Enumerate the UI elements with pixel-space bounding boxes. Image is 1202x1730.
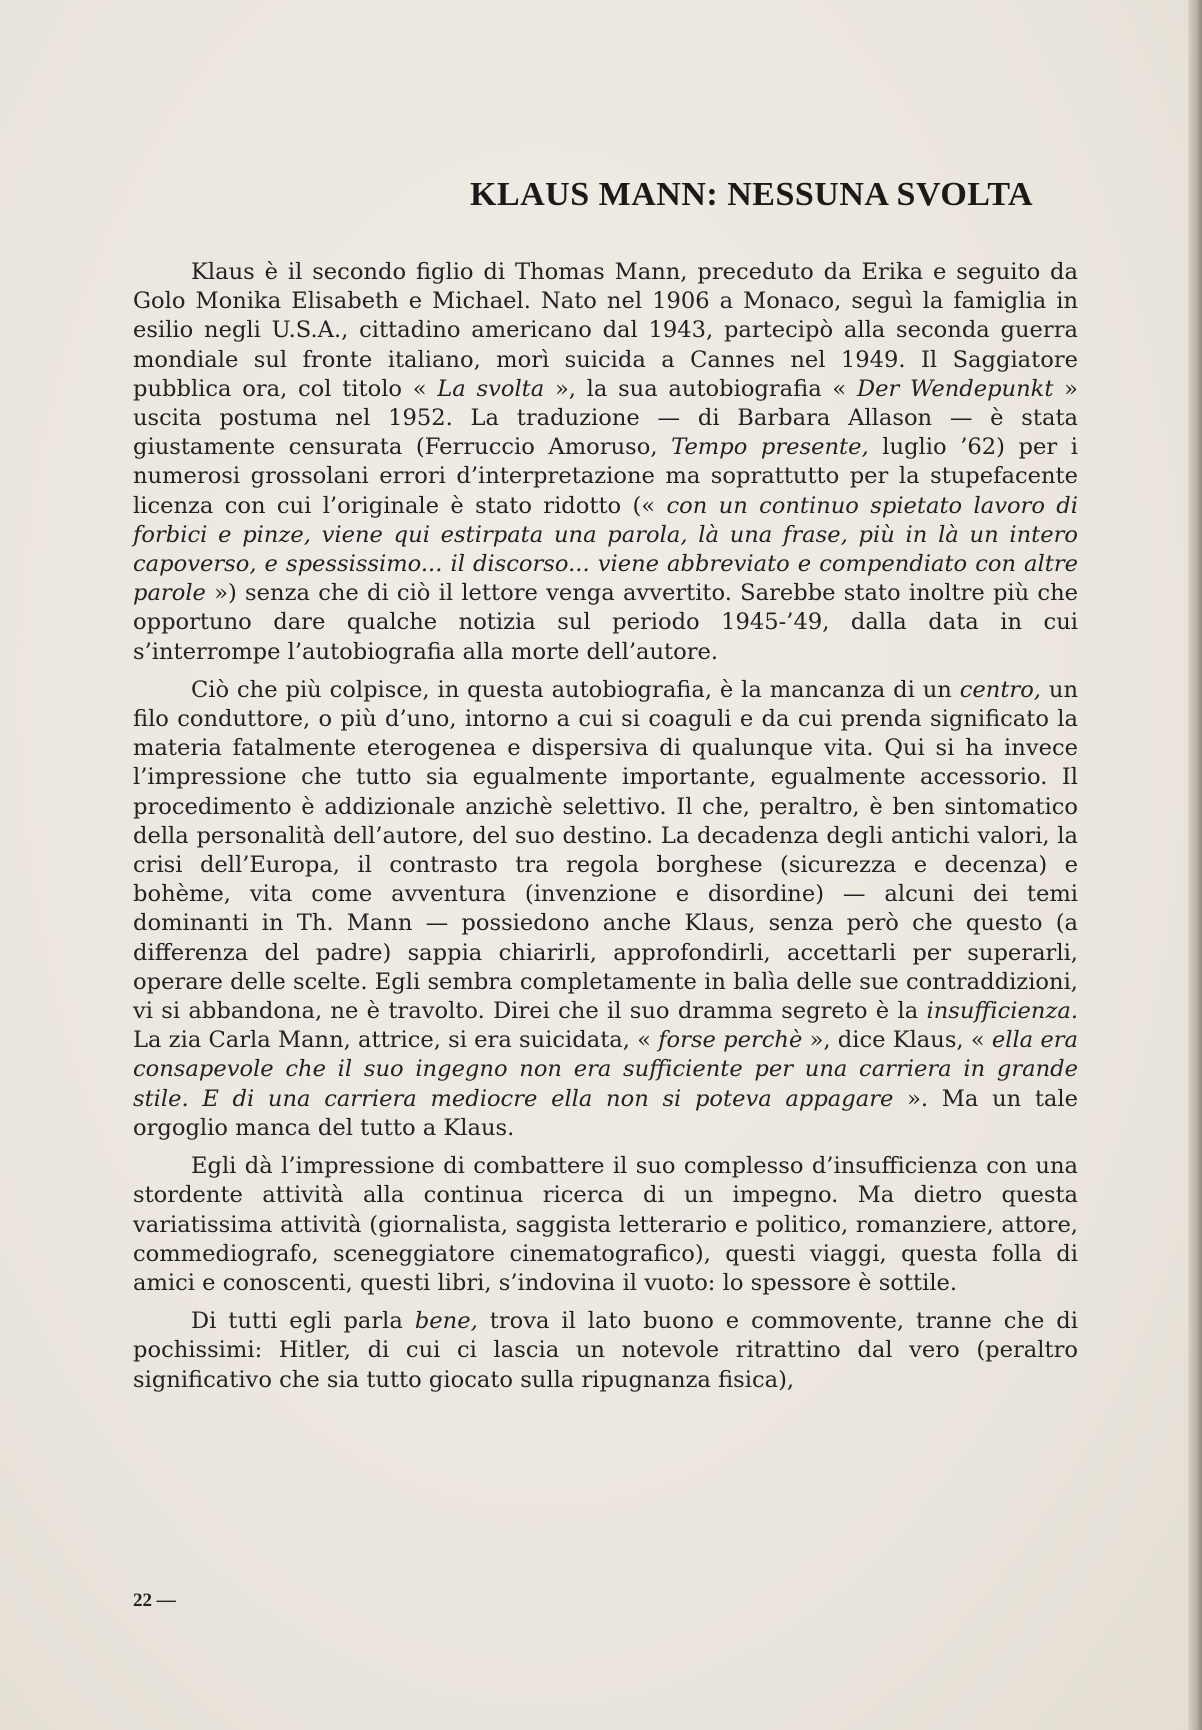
paragraph-1: Klaus è il secondo figlio di Thomas Mann, preceduto da Erika e seguito da Golo Monika Elisabeth e Michael. Nato nel 1906 a Monaco, seguì la famiglia in esilio negli U.S.A., cittadino americano dal 1943, partecipò alla seconda guerra mondiale sul fronte italiano, morì suicida a Cannes nel 1949. Il Saggiatore pubblica ora, col titolo « La svolta », la sua autobiografia « Der Wendepunkt » uscita postuma nel 1952. La traduzione — di Barbara Allason — è stata giustamente censurata (Ferruccio Amoruso, Tempo presente, luglio ’62) per i numerosi grossolani errori d’interpretazione ma soprattutto per la stupefacente licenza con cui l’originale è stato ridotto (« con un continuo spietato lavoro di forbici e pinze, viene qui estirpata una parola, là una frase, più in là un intero capoverso, e spessissimo... il discorso... viene abbreviato e compendiato con altre parole ») senza che di ciò il lettore venga avvertito. Sarebbe stato inoltre più che opportuno dare qualche notizia sul periodo 1945-’49, dalla data in cui s’interrompe l’autobiografia alla morte dell’autore. xyxy=(133,259,1078,665)
page-number: 22 — xyxy=(133,1590,176,1611)
article-title: KLAUS MANN: NESSUNA SVOLTA xyxy=(470,176,1034,213)
paragraph-2: Ciò che più colpisce, in questa autobiografia, è la mancanza di un centro, un filo conduttore, o più d’uno, intorno a cui si coaguli e da cui prenda significato la materia fatalmente eterogenea e dispersiva di qualunque vita. Qui si ha invece l’impressione che tutto sia egualmente importante, egualmente accessorio. Il procedimento è addizionale anzichè selettivo. Il che, peraltro, è ben sintomatico della personalità dell’autore, del suo destino. La decadenza degli antichi valori, la crisi dell’Europa, il contrasto tra regola borghese (sicurezza e decenza) e bohème, vita come avventura (invenzione e disordine) — alcuni dei temi dominanti in Th. Mann — possiedono anche Klaus, senza però che questo (a differenza del padre) sappia chiarirli, approfondirli, accettarli per superarli, operare delle scelte. Egli sembra completamente in balìa delle sue contraddizioni, vi si abbandona, ne è travolto. Direi che il suo dramma segreto è la insufficienza. La zia Carla Mann, attrice, si era suicidata, « forse perchè », dice Klaus, « ella era consapevole che il suo ingegno non era sufficiente per una carriera in grande stile. E di una carriera mediocre ella non si poteva appagare ». Ma un tale orgoglio manca del tutto a Klaus. xyxy=(133,676,1079,1141)
page-edge-shadow xyxy=(1188,0,1202,1730)
article-body xyxy=(133,258,1078,1395)
paragraph-4: Di tutti egli parla bene, trova il lato buono e commovente, tranne che di pochissimi: Hitler, di cui ci lascia un notevole ritrattino dal vero (peraltro significativo che sia tutto giocato sulla ripugnanza fisica), xyxy=(133,1308,1078,1393)
paragraph-3: Egli dà l’impressione di combattere il suo complesso d’insufficienza con una stordente attività alla continua ricerca di un impegno. Ma dietro questa variatissima attività (giornalista, saggista letterario e politico, romanziere, attore, commediografo, sceneggiatore cinematografico), questi viaggi, questa folla di amici e conoscenti, questi libri, s’indovina il vuoto: lo spessore è sottile. xyxy=(133,1153,1078,1296)
